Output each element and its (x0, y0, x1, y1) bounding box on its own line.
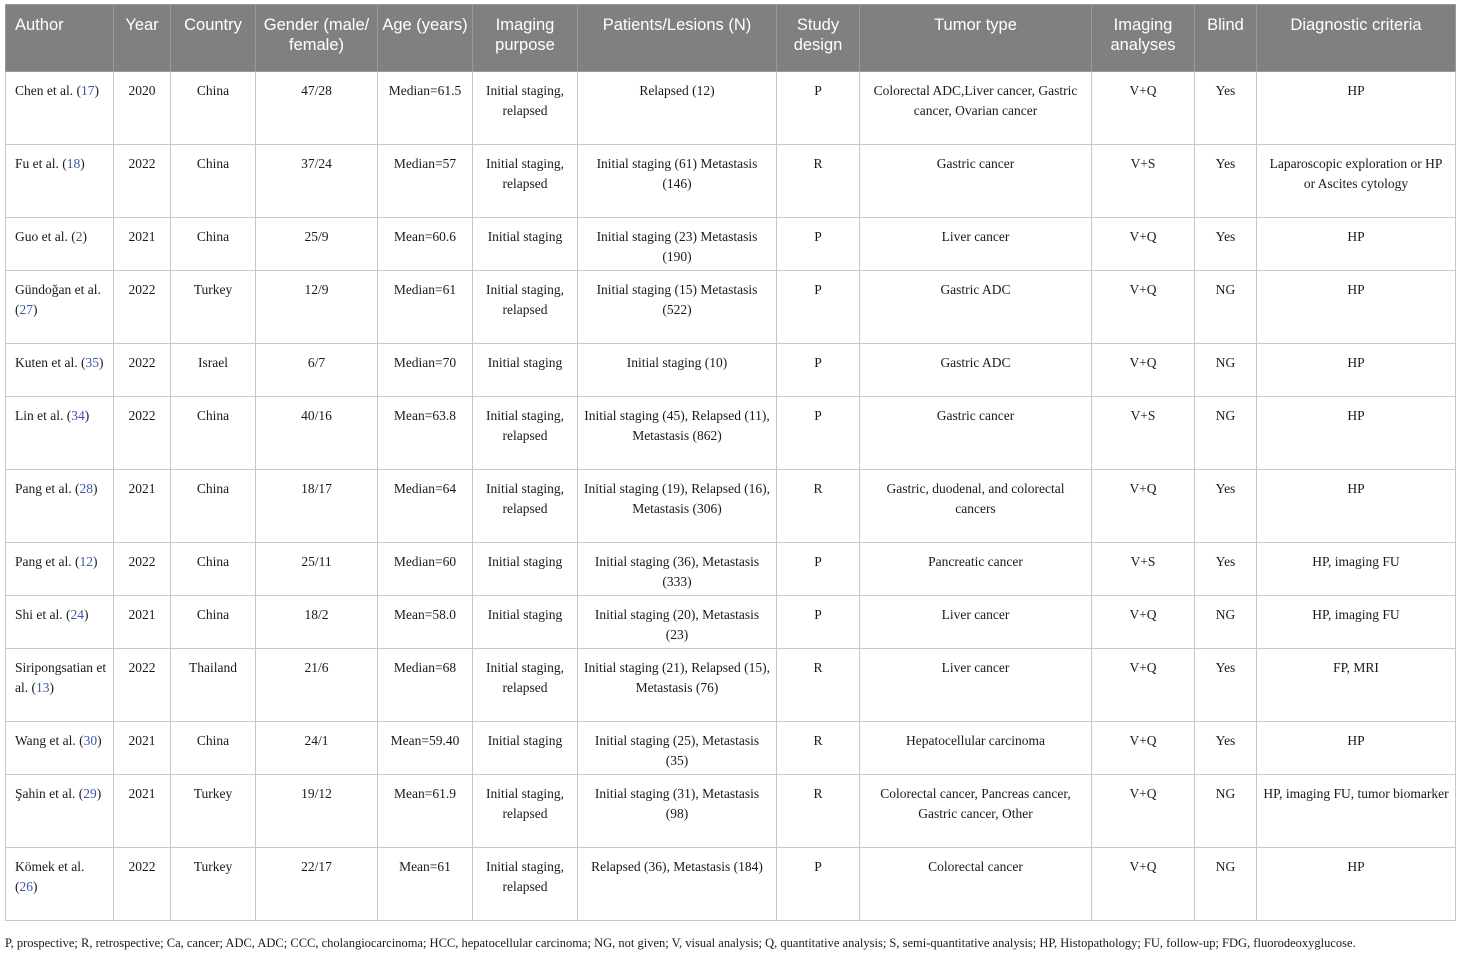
author-name: Shi et al. (15, 607, 63, 622)
cell-blind: NG (1195, 848, 1257, 921)
cell-patients-lesions: Initial staging (19), Relapsed (16), Metastasis (306) (578, 470, 777, 543)
cell-year: 2022 (114, 271, 171, 344)
cell-diagnostic-criteria: Laparoscopic exploration or HP or Ascites cytology (1257, 145, 1456, 218)
cell-tumor-type: Gastric cancer (860, 397, 1092, 470)
cell-gender: 22/17 (256, 848, 378, 921)
cell-imaging-analyses: V+Q (1092, 596, 1195, 649)
author-name: Fu et al. (15, 156, 59, 171)
cell-year: 2021 (114, 722, 171, 775)
cell-year: 2021 (114, 596, 171, 649)
cell-patients-lesions: Initial staging (31), Metastasis (98) (578, 775, 777, 848)
cell-imaging-purpose: Initial staging (473, 218, 578, 271)
cell-age: Median=64 (378, 470, 473, 543)
cell-imaging-analyses: V+Q (1092, 775, 1195, 848)
cell-year: 2021 (114, 218, 171, 271)
header-imaging-analyses: Imaging analyses (1092, 5, 1195, 72)
cell-age: Mean=59.40 (378, 722, 473, 775)
cell-age: Mean=58.0 (378, 596, 473, 649)
table-row (6, 72, 1456, 145)
author-name: Guo et al. (15, 229, 68, 244)
cell-gender: 21/6 (256, 649, 378, 722)
cell-imaging-analyses: V+S (1092, 145, 1195, 218)
cell-gender: 18/2 (256, 596, 378, 649)
cell-gender: 37/24 (256, 145, 378, 218)
cell-blind: NG (1195, 271, 1257, 344)
cell-study-design: R (777, 722, 860, 775)
cell-patients-lesions: Initial staging (36), Metastasis (333) (578, 543, 777, 596)
table-row (6, 145, 1456, 218)
author-name: Siripongsatian et al. (15, 660, 107, 695)
cell-author: Guo et al. (2) (6, 218, 114, 271)
cell-country: Israel (171, 344, 256, 397)
author-name: Chen et al. (15, 83, 74, 98)
author-name: Şahin et al. (15, 786, 76, 801)
header-author: Author (6, 5, 114, 72)
study-characteristics-table (5, 4, 1456, 921)
cell-diagnostic-criteria: HP (1257, 218, 1456, 271)
cell-imaging-purpose: Initial staging, relapsed (473, 397, 578, 470)
author-name: Lin et al. (15, 408, 64, 423)
cell-study-design: R (777, 145, 860, 218)
cell-diagnostic-criteria: HP (1257, 470, 1456, 543)
cell-year: 2022 (114, 145, 171, 218)
author-name: Wang et al. (15, 733, 76, 748)
header-country: Country (171, 5, 256, 72)
table-footnote: P, prospective; R, retrospective; Ca, cancer; ADC, ADC; CCC, cholangiocarcinoma; HCC, hepatocellular carcinoma; NG, not given; V, visual analysis; Q, quantitative analysis; S, semi-quantitative analysis; HP, Histopathology; FU, follow-up; FDG, fluorodeoxyglucose. (5, 936, 1356, 950)
cell-country: China (171, 596, 256, 649)
header-blind: Blind (1195, 5, 1257, 72)
cell-gender: 25/9 (256, 218, 378, 271)
table-row (6, 218, 1456, 271)
cell-diagnostic-criteria: HP (1257, 722, 1456, 775)
reference-link[interactable]: 35 (85, 355, 99, 370)
cell-blind: Yes (1195, 470, 1257, 543)
cell-diagnostic-criteria: HP (1257, 271, 1456, 344)
cell-blind: NG (1195, 596, 1257, 649)
cell-author: Kuten et al. (35) (6, 344, 114, 397)
cell-gender: 6/7 (256, 344, 378, 397)
cell-year: 2021 (114, 775, 171, 848)
reference-link[interactable]: 24 (70, 607, 84, 622)
cell-imaging-analyses: V+Q (1092, 218, 1195, 271)
cell-year: 2022 (114, 649, 171, 722)
reference-link[interactable]: 2 (75, 229, 83, 244)
cell-age: Median=68 (378, 649, 473, 722)
cell-imaging-analyses: V+Q (1092, 649, 1195, 722)
table-row (6, 649, 1456, 722)
table-row (6, 848, 1456, 921)
table-row (6, 722, 1456, 775)
cell-study-design: P (777, 72, 860, 145)
cell-diagnostic-criteria: HP (1257, 848, 1456, 921)
cell-diagnostic-criteria: FP, MRI (1257, 649, 1456, 722)
cell-blind: Yes (1195, 722, 1257, 775)
cell-age: Median=57 (378, 145, 473, 218)
cell-tumor-type: Liver cancer (860, 596, 1092, 649)
cell-age: Mean=60.6 (378, 218, 473, 271)
cell-country: China (171, 470, 256, 543)
cell-imaging-analyses: V+S (1092, 397, 1195, 470)
header-study-design: Study design (777, 5, 860, 72)
cell-patients-lesions: Initial staging (15) Metastasis (522) (578, 271, 777, 344)
cell-imaging-analyses: V+Q (1092, 271, 1195, 344)
cell-age: Median=61 (378, 271, 473, 344)
cell-author: Lin et al. (34) (6, 397, 114, 470)
cell-patients-lesions: Relapsed (36), Metastasis (184) (578, 848, 777, 921)
reference-link[interactable]: 26 (19, 878, 33, 894)
cell-blind: NG (1195, 344, 1257, 397)
header-age: Age (years) (378, 5, 473, 72)
cell-age: Median=70 (378, 344, 473, 397)
cell-study-design: P (777, 596, 860, 649)
cell-patients-lesions: Initial staging (21), Relapsed (15), Metastasis (76) (578, 649, 777, 722)
cell-imaging-purpose: Initial staging (473, 596, 578, 649)
cell-age: Mean=61.9 (378, 775, 473, 848)
cell-patients-lesions: Initial staging (25), Metastasis (35) (578, 722, 777, 775)
cell-study-design: P (777, 543, 860, 596)
table-row (6, 596, 1456, 649)
author-name: Pang et al. (15, 481, 72, 496)
cell-gender: 47/28 (256, 72, 378, 145)
cell-blind: NG (1195, 775, 1257, 848)
table-row (6, 344, 1456, 397)
table-row (6, 397, 1456, 470)
cell-diagnostic-criteria: HP, imaging FU (1257, 596, 1456, 649)
cell-age: Median=61.5 (378, 72, 473, 145)
cell-blind: Yes (1195, 543, 1257, 596)
cell-diagnostic-criteria: HP (1257, 72, 1456, 145)
cell-country: China (171, 218, 256, 271)
cell-patients-lesions: Initial staging (61) Metastasis (146) (578, 145, 777, 218)
cell-author: Fu et al. (18) (6, 145, 114, 218)
cell-author: Siripongsatian et al. (13) (6, 649, 114, 722)
cell-imaging-analyses: V+Q (1092, 344, 1195, 397)
table-row (6, 271, 1456, 344)
cell-gender: 24/1 (256, 722, 378, 775)
reference-link[interactable]: 13 (36, 679, 50, 695)
cell-author: Chen et al. (17) (6, 72, 114, 145)
cell-gender: 18/17 (256, 470, 378, 543)
cell-author: Gündoğan et al. (27) (6, 271, 114, 344)
cell-age: Mean=61 (378, 848, 473, 921)
cell-imaging-purpose: Initial staging, relapsed (473, 848, 578, 921)
cell-country: China (171, 397, 256, 470)
cell-imaging-purpose: Initial staging (473, 543, 578, 596)
cell-study-design: P (777, 397, 860, 470)
cell-imaging-analyses: V+Q (1092, 470, 1195, 543)
cell-blind: Yes (1195, 218, 1257, 271)
cell-blind: Yes (1195, 649, 1257, 722)
cell-tumor-type: Colorectal ADC,Liver cancer, Gastric cancer, Ovarian cancer (860, 72, 1092, 145)
header-row (6, 5, 1456, 72)
cell-country: China (171, 72, 256, 145)
cell-study-design: P (777, 344, 860, 397)
cell-country: China (171, 145, 256, 218)
header-gender: Gender (male/ female) (256, 5, 378, 72)
reference-link[interactable]: 18 (66, 156, 81, 171)
cell-tumor-type: Gastric cancer (860, 145, 1092, 218)
cell-year: 2022 (114, 344, 171, 397)
cell-study-design: P (777, 218, 860, 271)
cell-patients-lesions: Relapsed (12) (578, 72, 777, 145)
cell-tumor-type: Hepatocellular carcinoma (860, 722, 1092, 775)
reference-link[interactable]: 27 (19, 301, 33, 317)
cell-year: 2020 (114, 72, 171, 145)
cell-tumor-type: Colorectal cancer, Pancreas cancer, Gastric cancer, Other (860, 775, 1092, 848)
cell-year: 2022 (114, 397, 171, 470)
header-diagnostic-criteria: Diagnostic criteria (1257, 5, 1456, 72)
cell-imaging-analyses: V+Q (1092, 722, 1195, 775)
cell-gender: 25/11 (256, 543, 378, 596)
cell-blind: NG (1195, 397, 1257, 470)
cell-tumor-type: Pancreatic cancer (860, 543, 1092, 596)
cell-study-design: R (777, 775, 860, 848)
cell-study-design: P (777, 848, 860, 921)
cell-author: Kömek et al. (26) (6, 848, 114, 921)
cell-imaging-purpose: Initial staging (473, 344, 578, 397)
cell-age: Mean=63.8 (378, 397, 473, 470)
cell-imaging-analyses: V+Q (1092, 72, 1195, 145)
reference-link[interactable]: 29 (83, 786, 97, 801)
cell-imaging-purpose: Initial staging, relapsed (473, 775, 578, 848)
table-row (6, 543, 1456, 596)
cell-tumor-type: Gastric ADC (860, 271, 1092, 344)
cell-patients-lesions: Initial staging (20), Metastasis (23) (578, 596, 777, 649)
cell-tumor-type: Liver cancer (860, 218, 1092, 271)
cell-year: 2021 (114, 470, 171, 543)
cell-gender: 12/9 (256, 271, 378, 344)
cell-author: Pang et al. (28) (6, 470, 114, 543)
cell-study-design: P (777, 271, 860, 344)
cell-patients-lesions: Initial staging (23) Metastasis (190) (578, 218, 777, 271)
cell-country: Turkey (171, 848, 256, 921)
reference-link[interactable]: 30 (83, 733, 98, 748)
header-year: Year (114, 5, 171, 72)
reference-link[interactable]: 17 (80, 83, 95, 98)
cell-author: Pang et al. (12) (6, 543, 114, 596)
reference-link[interactable]: 34 (71, 408, 85, 423)
cell-diagnostic-criteria: HP, imaging FU (1257, 543, 1456, 596)
cell-imaging-analyses: V+Q (1092, 848, 1195, 921)
cell-country: China (171, 722, 256, 775)
cell-age: Median=60 (378, 543, 473, 596)
cell-author: Wang et al. (30) (6, 722, 114, 775)
table-row (6, 470, 1456, 543)
cell-tumor-type: Gastric, duodenal, and colorectal cancers (860, 470, 1092, 543)
author-name: Kuten et al. (15, 355, 78, 370)
cell-tumor-type: Liver cancer (860, 649, 1092, 722)
cell-country: China (171, 543, 256, 596)
reference-link[interactable]: 28 (79, 481, 93, 496)
cell-diagnostic-criteria: HP (1257, 344, 1456, 397)
author-name: Pang et al. (15, 554, 72, 569)
author-name: Kömek et al. (15, 859, 85, 874)
cell-diagnostic-criteria: HP, imaging FU, tumor biomarker (1257, 775, 1456, 848)
cell-blind: Yes (1195, 145, 1257, 218)
cell-country: Turkey (171, 775, 256, 848)
cell-author: Şahin et al. (29) (6, 775, 114, 848)
cell-year: 2022 (114, 543, 171, 596)
cell-patients-lesions: Initial staging (10) (578, 344, 777, 397)
cell-imaging-purpose: Initial staging, relapsed (473, 470, 578, 543)
cell-imaging-purpose: Initial staging (473, 722, 578, 775)
cell-imaging-purpose: Initial staging, relapsed (473, 649, 578, 722)
cell-gender: 40/16 (256, 397, 378, 470)
table-body (6, 72, 1456, 921)
cell-study-design: R (777, 649, 860, 722)
cell-country: Turkey (171, 271, 256, 344)
header-tumor-type: Tumor type (860, 5, 1092, 72)
cell-patients-lesions: Initial staging (45), Relapsed (11), Metastasis (862) (578, 397, 777, 470)
reference-link[interactable]: 12 (79, 554, 93, 569)
cell-imaging-purpose: Initial staging, relapsed (473, 145, 578, 218)
cell-diagnostic-criteria: HP (1257, 397, 1456, 470)
cell-imaging-purpose: Initial staging, relapsed (473, 72, 578, 145)
cell-author: Shi et al. (24) (6, 596, 114, 649)
cell-imaging-analyses: V+S (1092, 543, 1195, 596)
cell-blind: Yes (1195, 72, 1257, 145)
cell-imaging-purpose: Initial staging, relapsed (473, 271, 578, 344)
cell-year: 2022 (114, 848, 171, 921)
cell-tumor-type: Colorectal cancer (860, 848, 1092, 921)
cell-country: Thailand (171, 649, 256, 722)
table-row (6, 775, 1456, 848)
header-imaging-purpose: Imaging purpose (473, 5, 578, 72)
cell-gender: 19/12 (256, 775, 378, 848)
author-name: Gündoğan et al. (15, 282, 101, 297)
cell-study-design: R (777, 470, 860, 543)
header-patients-lesions: Patients/Lesions (N) (578, 5, 777, 72)
cell-tumor-type: Gastric ADC (860, 344, 1092, 397)
